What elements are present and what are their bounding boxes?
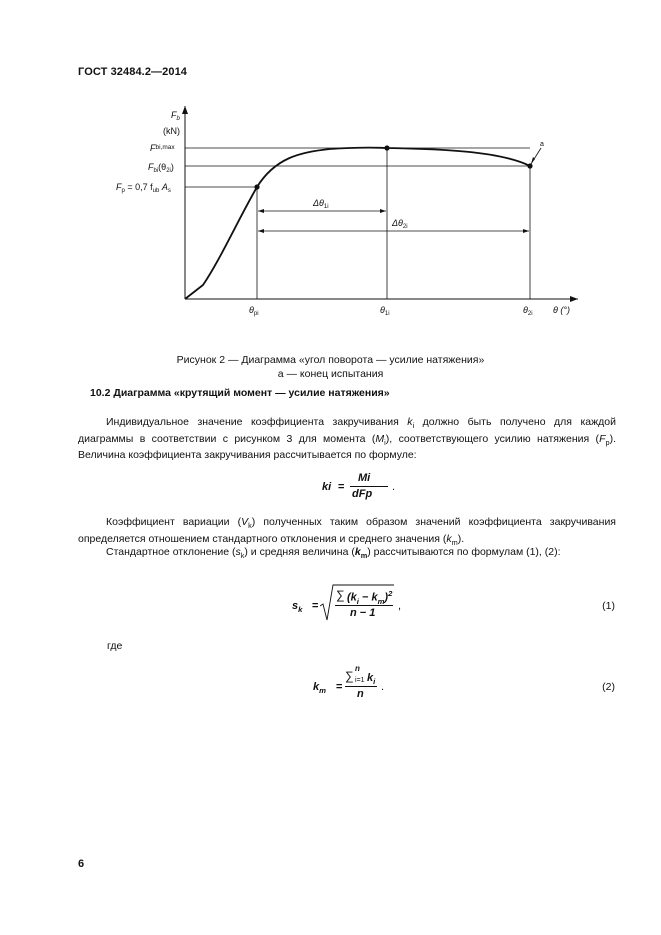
- point-fp: [254, 184, 259, 189]
- equation-1: $s_k$ = ∑ $(k_i - k_m)^2$ n − 1 ,: [292, 584, 422, 624]
- equation-ki: ki = Mi dFp .: [322, 472, 396, 500]
- delta-theta-1-label: $\Delta\theta_{1i}$: [313, 198, 329, 210]
- section-title: 10.2 Диаграмма «крутящий момент — усилие натяжения»: [90, 387, 390, 399]
- figure-caption: Рисунок 2 — Диаграмма «угол поворота — усилие натяжения»: [176, 354, 485, 366]
- equation-2-number: (2): [602, 681, 615, 693]
- equation-1-number: (1): [602, 600, 615, 612]
- paragraph-variation-coefficient: Коэффициент вариации $(V_k)$ полученных таким образом значений коэффициента закручивания определяется отношением стандартного отклонения и среднего значения $(k_m)$.: [78, 516, 616, 547]
- ftheta2-label: $F_{bi}(\theta_{2i})$: [148, 162, 174, 174]
- delta-theta-2-label: $\Delta\theta_{2i}$: [392, 218, 408, 230]
- tick-theta-2: $\theta_{2i}$: [523, 305, 533, 317]
- equation-2: $k_m$ = ∑ n i=1 $k_i$ n .: [313, 664, 385, 700]
- x-axis-label: θ (°): [553, 305, 570, 315]
- figure-caption-note: а — конец испытания: [277, 368, 384, 380]
- point-fmax: [384, 145, 389, 150]
- paragraph-standard-deviation: Стандартное отклонение $(s_k)$ и средняя величина $(k_m)$ рассчитываются по формулам (1), (2):: [106, 546, 561, 561]
- y-axis-symbol: $F_b$: [171, 110, 180, 122]
- end-marker-label: a: [540, 141, 544, 148]
- paragraph-twist-coefficient: Индивидуальное значение коэффициента закручивания $k_i$ должно быть получено для каждой диаграммы в соответствии с рисунком 3 для момента $(M_i)$, соответствующего усилию натяжения $(F_p)$. Величина коэффициента закручивания рассчитывается по формуле:: [78, 416, 616, 461]
- page-number: 6: [78, 858, 85, 870]
- document-header: ГОСТ 32484.2—2014: [78, 66, 188, 78]
- rotation-tension-diagram: [0, 0, 661, 360]
- fmax-label: $F^{bi,max}$: [150, 143, 175, 153]
- tick-theta-1: $\theta_{1i}$: [380, 305, 390, 317]
- tension-curve: [185, 148, 530, 299]
- y-unit-label: (kN): [163, 126, 180, 136]
- point-end: [527, 163, 532, 168]
- where-label: где: [107, 640, 123, 652]
- fp-label: $F_p = 0,7$ $f_{ub}$ $A_s$: [116, 182, 171, 194]
- tick-theta-p: $\theta_{pi}$: [249, 305, 259, 317]
